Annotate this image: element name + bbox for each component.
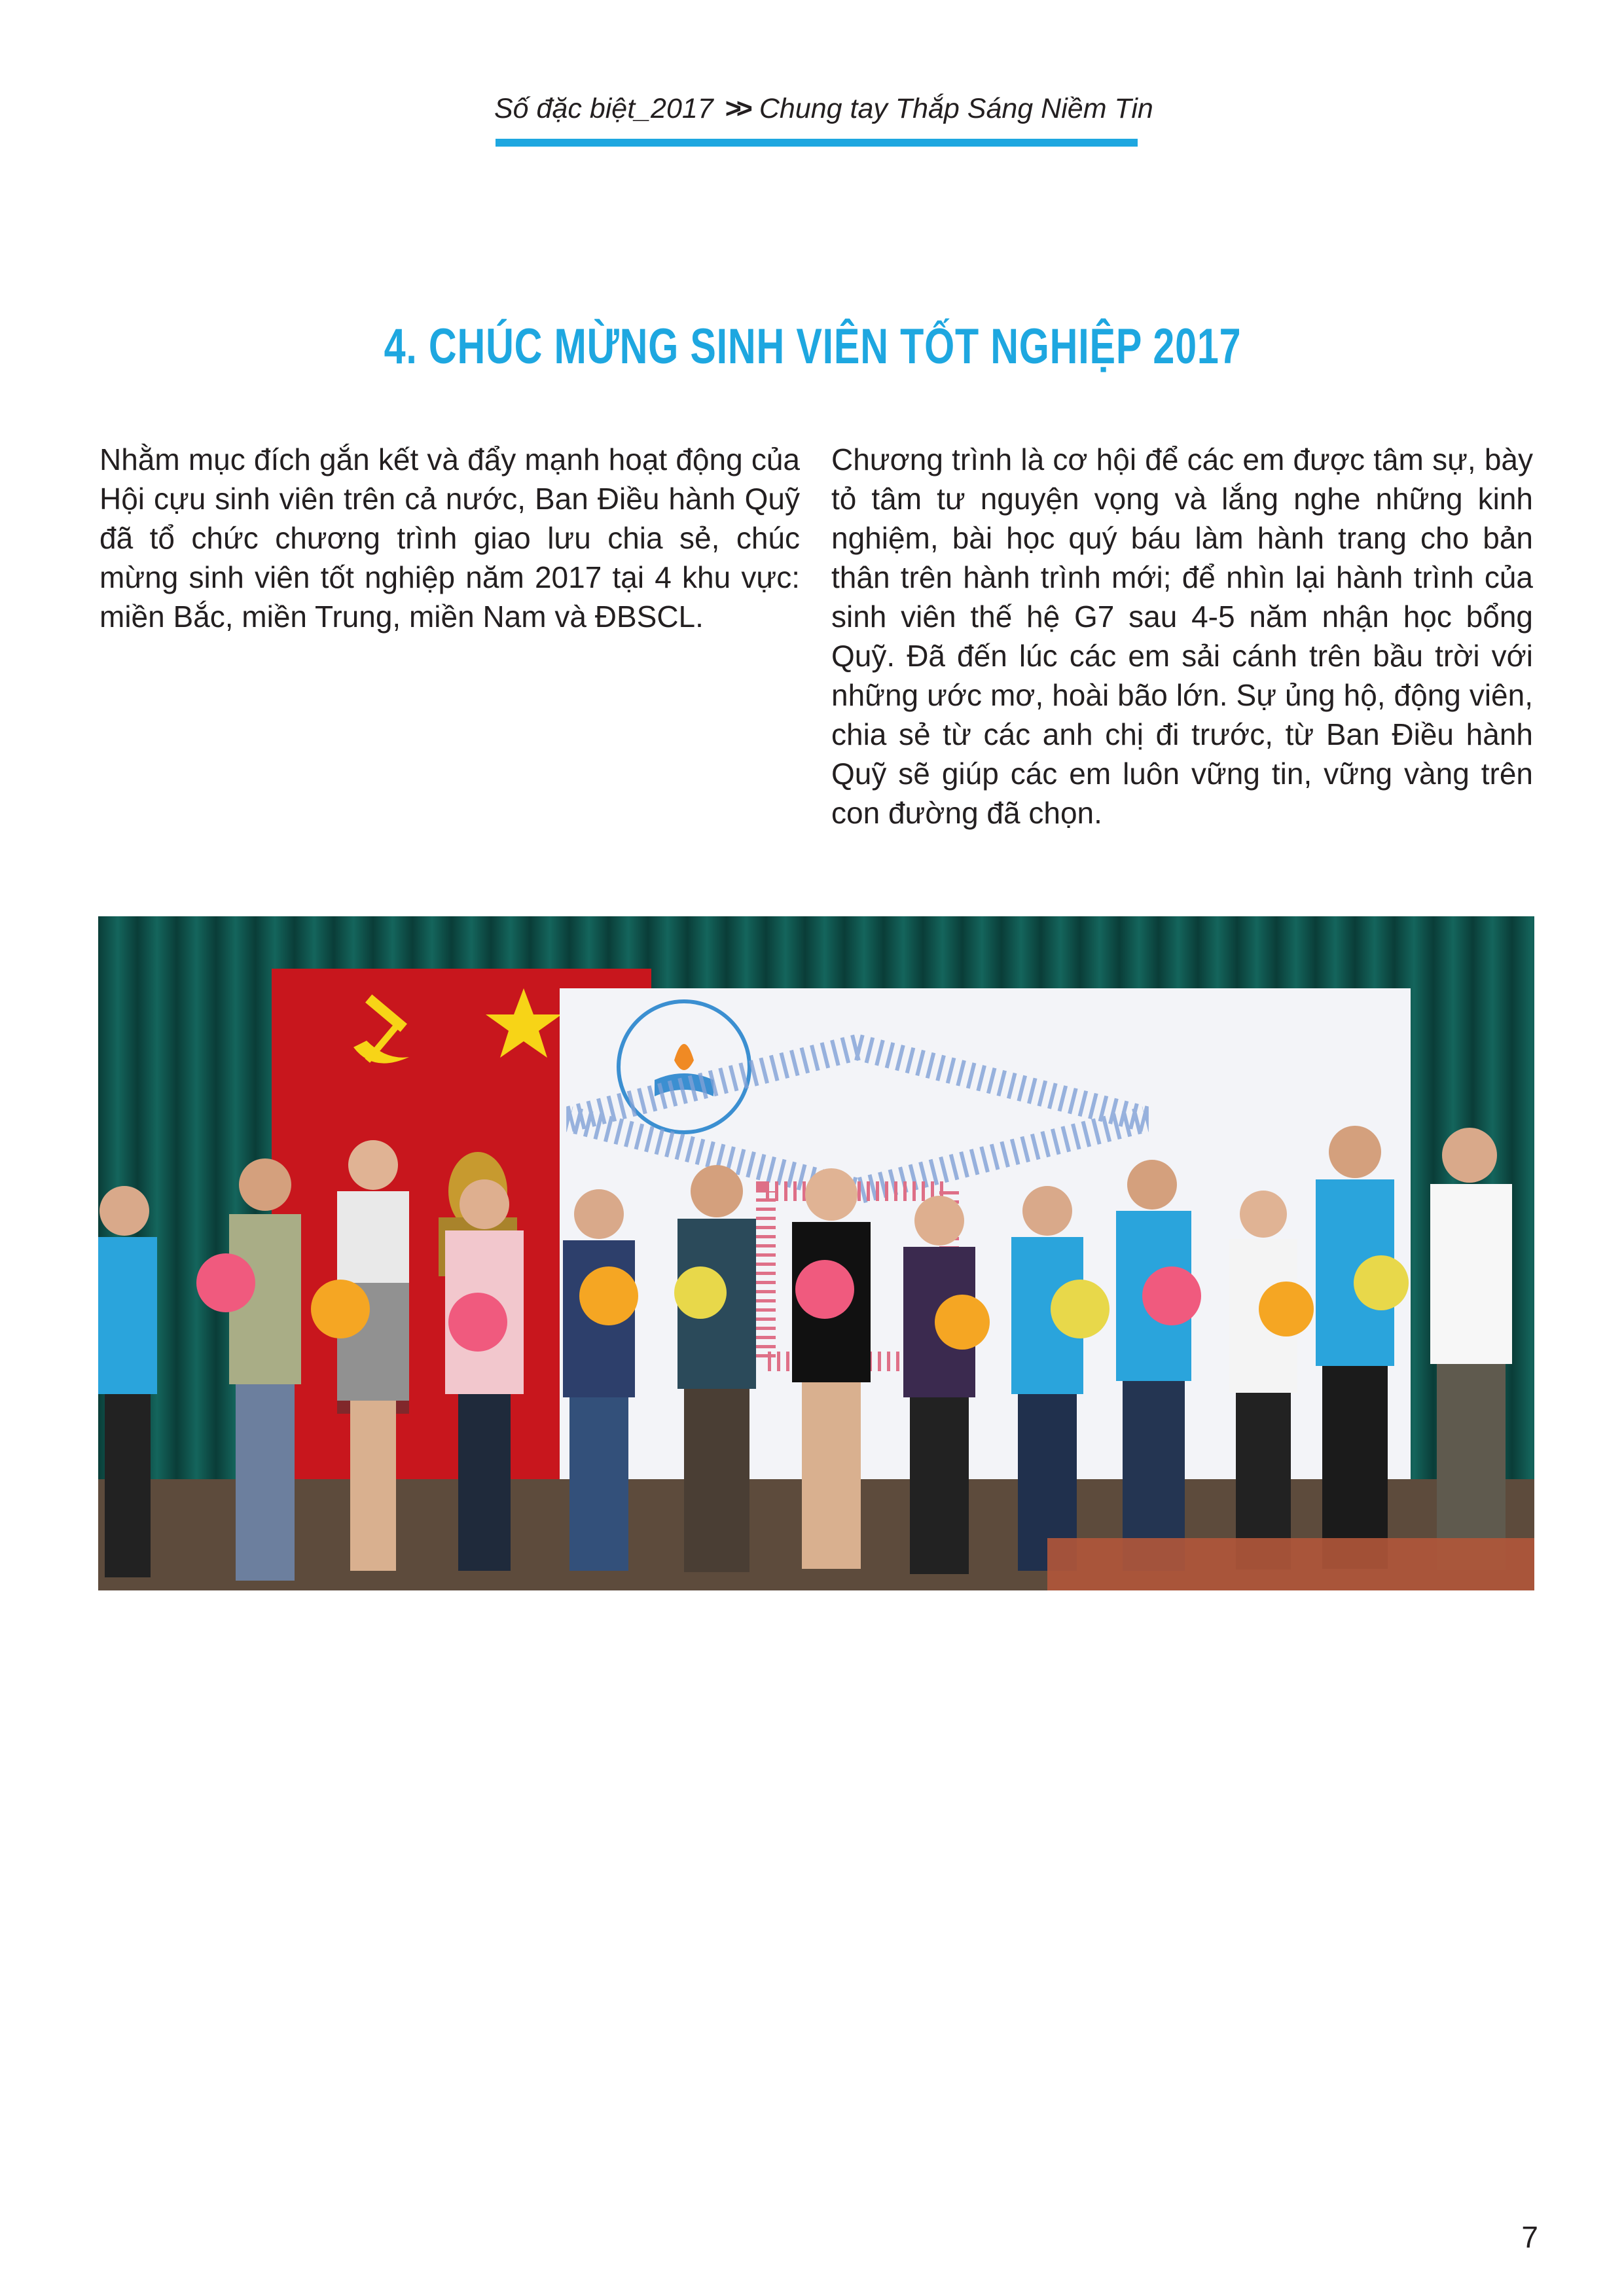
header-rule — [496, 139, 1138, 147]
photo-illustration — [98, 916, 1534, 1590]
page-number: 7 — [1521, 2220, 1538, 2254]
section-title: 4. CHÚC MỪNG SINH VIÊN TỐT NGHIỆP 2017 — [384, 319, 1242, 374]
issue-label: Số đặc biệt_2017 — [494, 93, 713, 124]
magazine-title: Chung tay Thắp Sáng Niềm Tin — [759, 93, 1153, 124]
graduation-group-photo — [98, 916, 1534, 1590]
gift-bags — [1047, 1538, 1534, 1590]
chevron-separator-icon: >> — [725, 93, 748, 124]
right-column-paragraph: Chương trình là cơ hội để các em được tâm sự, bày tỏ tâm tư nguyện vọng và lắng nghe những kinh nghiệm, bài học quý báu làm hành trang cho bản thân trên hành trình mới; để nhìn lại hành trình của sinh viên thế hệ G7 sau 4-5 năm nhận học bổng Quỹ. Đã đến lúc các em sải cánh trên bầu trời với những ước mơ, hoài bão lớn. Sự ủng hộ, động viên, chia sẻ từ các anh chị đi trước, từ Ban Điều hành Quỹ sẽ giúp các em luôn vững tin, vững vàng trên con đường đã chọn. — [831, 442, 1533, 830]
running-header — [494, 92, 1153, 126]
left-column-paragraph: Nhằm mục đích gắn kết và đẩy mạnh hoạt động của Hội cựu sinh viên trên cả nước, Ban Điều hành Quỹ đã tổ chức chương trình giao lưu chia sẻ, chúc mừng sinh viên tốt nghiệp năm 2017 tại 4 khu vực: miền Bắc, miền Trung, miền Nam và ĐBSCL. — [99, 442, 800, 634]
